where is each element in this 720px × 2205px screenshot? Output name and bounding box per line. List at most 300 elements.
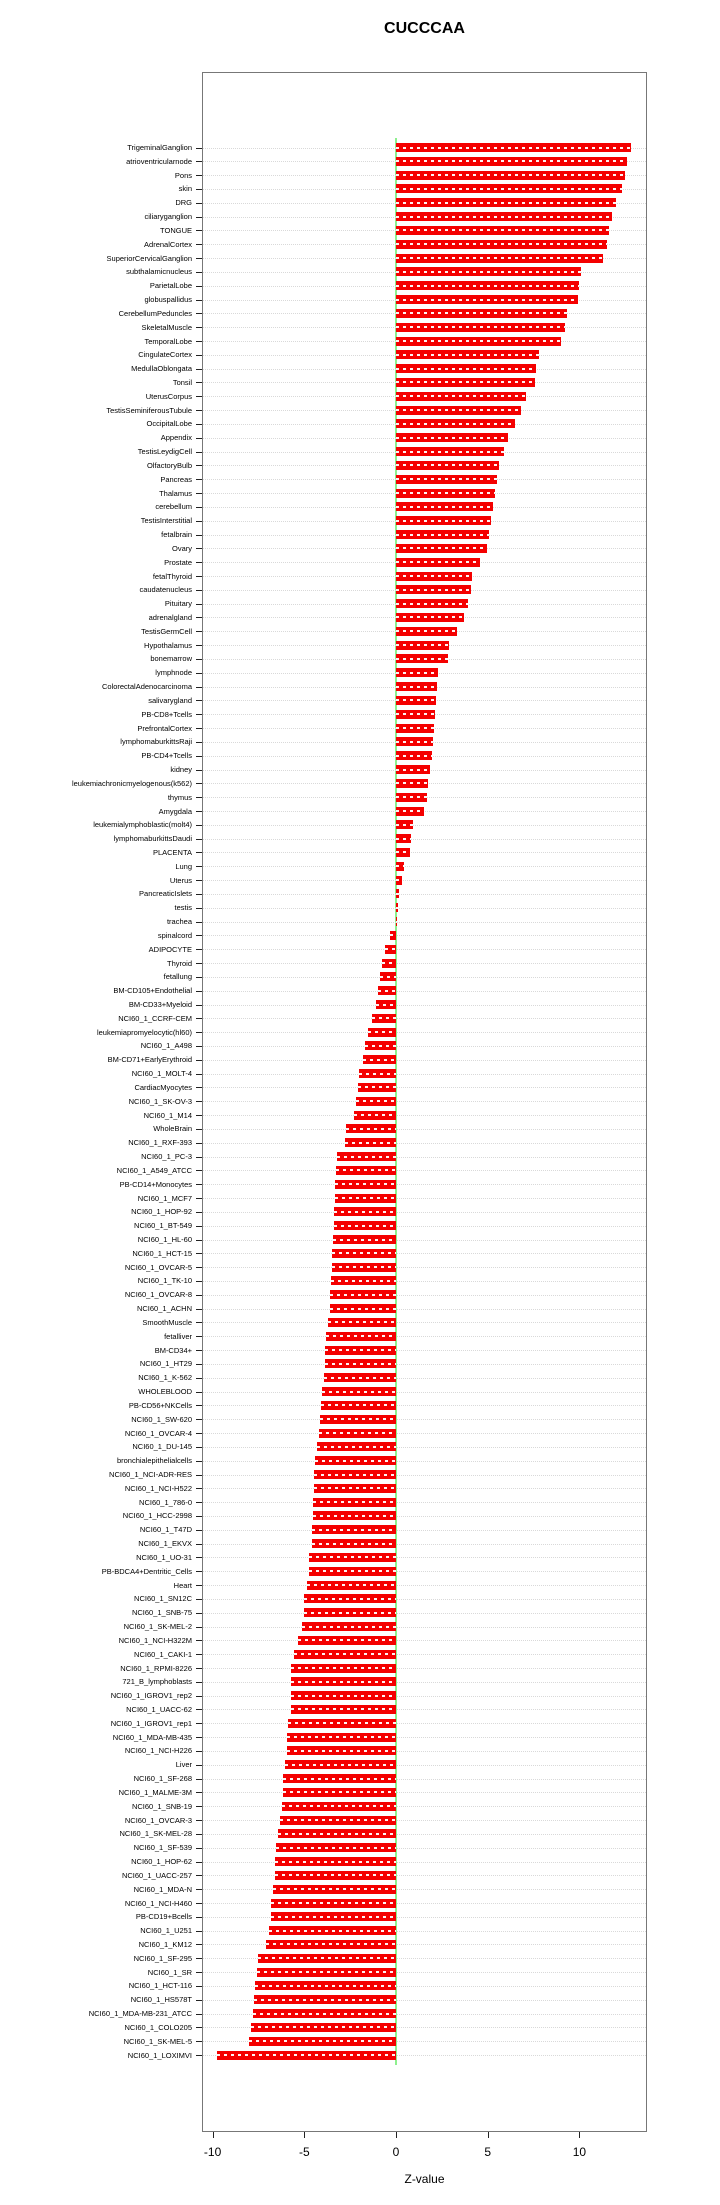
y-axis-tick	[196, 714, 202, 715]
category-label: NCI60_1_MDA-MB-231_ATCC	[88, 2009, 192, 2019]
bar	[275, 1871, 396, 1880]
gridline	[203, 977, 646, 978]
category-label: Prostate	[164, 557, 192, 567]
bar	[332, 1263, 396, 1272]
y-axis-tick	[196, 922, 202, 923]
bar	[294, 1650, 396, 1659]
bar	[396, 461, 499, 470]
gridline	[203, 1309, 646, 1310]
gridline	[203, 1654, 646, 1655]
category-label: NCI60_1_MOLT-4	[131, 1069, 192, 1079]
bar	[396, 184, 622, 193]
y-axis-tick	[196, 1627, 202, 1628]
category-label: testis	[174, 903, 192, 913]
category-label: TrigeminalGanglion	[127, 143, 192, 152]
gridline	[203, 1392, 646, 1393]
y-axis-tick	[196, 2014, 202, 2015]
y-axis-tick	[196, 1005, 202, 1006]
category-label: PB-CD56+NKCells	[128, 1400, 192, 1410]
y-axis-tick	[196, 1046, 202, 1047]
category-label: NCI60_1_SNB-19	[131, 1801, 192, 1811]
y-axis-tick	[196, 562, 202, 563]
y-axis-tick	[196, 1295, 202, 1296]
y-axis-tick	[196, 2055, 202, 2056]
category-label: BM-CD71+EarlyErythroid	[107, 1055, 192, 1065]
category-label: Tonsil	[172, 377, 192, 387]
y-axis-tick	[196, 1336, 202, 1337]
category-label: leukemiachronicmyelogenous(k562)	[71, 778, 192, 788]
bar	[396, 502, 493, 511]
gridline	[203, 1696, 646, 1697]
bar	[328, 1318, 396, 1327]
gridline	[203, 1087, 646, 1088]
bar	[396, 834, 411, 843]
bar	[275, 1857, 396, 1866]
bar	[396, 654, 448, 663]
x-axis-title: Z-value	[404, 2172, 445, 2186]
category-label: Pituitary	[164, 599, 192, 609]
bar	[396, 433, 508, 442]
category-label: NCI60_1_COLO205	[124, 2022, 192, 2032]
category-label: ParietalLobe	[149, 281, 192, 291]
category-label: TestisInterstitial	[140, 516, 192, 526]
category-label: NCI60_1_SF-539	[133, 1843, 192, 1853]
bar	[312, 1539, 396, 1548]
y-axis-tick	[196, 1405, 202, 1406]
category-label: Pons	[174, 170, 192, 180]
gridline	[203, 1502, 646, 1503]
category-label: lymphomaburkittsDaudi	[113, 834, 192, 844]
bar	[396, 267, 581, 276]
category-label: TONGUE	[160, 225, 192, 235]
y-axis-tick	[196, 991, 202, 992]
gridline	[203, 1751, 646, 1752]
gridline	[203, 839, 646, 840]
y-axis-tick	[196, 756, 202, 757]
category-label: NCI60_1_MCF7	[137, 1193, 192, 1203]
y-axis-tick	[196, 161, 202, 162]
y-axis-tick	[196, 189, 202, 190]
y-axis-tick	[196, 424, 202, 425]
y-axis-tick	[196, 1571, 202, 1572]
y-axis-tick	[196, 369, 202, 370]
category-label: NCI60_1_ACHN	[136, 1304, 192, 1314]
x-axis-tick	[304, 2132, 305, 2138]
bar	[313, 1498, 396, 1507]
bar	[309, 1567, 396, 1576]
bar	[331, 1276, 396, 1285]
category-label: ColorectalAdenocarcinoma	[101, 682, 192, 692]
gridline	[203, 1765, 646, 1766]
bar	[288, 1719, 396, 1728]
y-axis-tick	[196, 1848, 202, 1849]
category-label: NCI60_1_A549_ATCC	[116, 1165, 192, 1175]
y-axis-tick	[196, 313, 202, 314]
y-axis-tick	[196, 797, 202, 798]
category-label: WHOLEBLOOD	[138, 1387, 192, 1397]
bar	[335, 1180, 396, 1189]
y-axis-tick	[196, 1198, 202, 1199]
bar	[291, 1664, 396, 1673]
y-axis-tick	[196, 1309, 202, 1310]
bar	[396, 751, 432, 760]
category-label: skin	[178, 184, 192, 194]
gridline	[203, 1723, 646, 1724]
category-label: PB-BDCA4+Dentritic_Cells	[101, 1566, 192, 1576]
category-label: NCI60_1_BT-549	[134, 1221, 192, 1231]
bar	[396, 378, 535, 387]
y-axis-tick	[196, 1792, 202, 1793]
bar	[396, 793, 427, 802]
category-label: OccipitalLobe	[146, 419, 192, 429]
y-axis-tick	[196, 1931, 202, 1932]
category-label: Pancreas	[160, 474, 192, 484]
category-label: NCI60_1_HCT-116	[128, 1981, 192, 1991]
category-label: NCI60_1_HOP-62	[131, 1857, 192, 1867]
bar	[276, 1843, 396, 1852]
category-label: trachea	[166, 917, 192, 927]
category-label: subthalamicnucleus	[126, 267, 192, 277]
y-axis-tick	[196, 1544, 202, 1545]
category-label: OlfactoryBulb	[146, 460, 192, 470]
y-axis-tick	[196, 1765, 202, 1766]
bar	[285, 1760, 396, 1769]
bar	[278, 1829, 396, 1838]
category-label: bonemarrow	[150, 654, 192, 664]
y-axis-tick	[196, 659, 202, 660]
bar	[266, 1940, 396, 1949]
gridline	[203, 1212, 646, 1213]
category-label: NCI60_1_CAKI-1	[134, 1649, 192, 1659]
y-axis-tick	[196, 1751, 202, 1752]
bar	[396, 281, 579, 290]
y-axis-tick	[196, 1129, 202, 1130]
category-label: NCI60_1_IGROV1_rep1	[110, 1718, 192, 1728]
bar	[396, 406, 521, 415]
category-label: NCI60_1_LOXIMVI	[127, 2050, 192, 2060]
category-label: NCI60_1_OVCAR-5	[124, 1262, 192, 1272]
gridline	[203, 1447, 646, 1448]
bar	[335, 1194, 396, 1203]
category-label: CardiacMyocytes	[134, 1082, 192, 1092]
bar	[390, 931, 396, 940]
y-axis-tick	[196, 548, 202, 549]
gridline	[203, 1032, 646, 1033]
gridline	[203, 1889, 646, 1890]
bar	[396, 848, 410, 857]
category-label: BM-CD33+Myeloid	[128, 1000, 192, 1010]
y-axis-tick	[196, 217, 202, 218]
bar	[396, 419, 515, 428]
y-axis-tick	[196, 300, 202, 301]
y-axis-tick	[196, 935, 202, 936]
gridline	[203, 1157, 646, 1158]
y-axis-tick	[196, 396, 202, 397]
gridline	[203, 1903, 646, 1904]
category-label: PrefrontalCortex	[137, 723, 192, 733]
category-label: fetalliver	[164, 1331, 192, 1341]
bar	[396, 350, 539, 359]
category-label: NCI60_1_RPMI-8226	[120, 1663, 192, 1673]
gridline	[203, 1806, 646, 1807]
gridline	[203, 1461, 646, 1462]
y-axis-tick	[196, 880, 202, 881]
y-axis-tick	[196, 452, 202, 453]
category-label: Ovary	[171, 543, 192, 553]
category-label: Thalamus	[159, 488, 192, 498]
y-axis-tick	[196, 1475, 202, 1476]
bar	[334, 1221, 396, 1230]
gridline	[203, 1350, 646, 1351]
y-axis-tick	[196, 1834, 202, 1835]
y-axis-tick	[196, 286, 202, 287]
bar	[396, 862, 404, 871]
x-axis-tick	[213, 2132, 214, 2138]
bar	[336, 1166, 396, 1175]
category-label: TestisSeminiferousTubule	[106, 405, 192, 415]
bar	[385, 945, 396, 954]
gridline	[203, 991, 646, 992]
y-axis-tick	[196, 1281, 202, 1282]
gridline	[203, 1336, 646, 1337]
bar	[326, 1332, 396, 1341]
bar	[287, 1746, 396, 1755]
x-axis-tick-label: -10	[203, 2145, 222, 2159]
bar	[376, 1000, 396, 1009]
bar	[396, 475, 497, 484]
y-axis-tick	[196, 2000, 202, 2001]
gridline	[203, 1571, 646, 1572]
category-label: adrenalgland	[148, 612, 192, 622]
gridline	[203, 1820, 646, 1821]
y-axis-tick	[196, 1958, 202, 1959]
bar	[396, 903, 398, 912]
gridline	[203, 1170, 646, 1171]
y-axis-tick	[196, 770, 202, 771]
bar	[396, 807, 424, 816]
y-axis-tick	[196, 465, 202, 466]
bar	[396, 779, 428, 788]
bar	[253, 2009, 396, 2018]
bar	[396, 558, 480, 567]
y-axis-tick	[196, 1060, 202, 1061]
bar	[304, 1594, 396, 1603]
bar	[378, 986, 396, 995]
gridline	[203, 825, 646, 826]
category-label: NCI60_1_HCT-15	[132, 1248, 192, 1258]
bar	[396, 641, 449, 650]
y-axis-tick	[196, 1267, 202, 1268]
y-axis-tick	[196, 1392, 202, 1393]
bar	[320, 1415, 396, 1424]
y-axis-tick	[196, 438, 202, 439]
bar	[283, 1788, 396, 1797]
bar	[396, 198, 616, 207]
x-axis-tick-label: -5	[298, 2145, 310, 2159]
bar	[396, 240, 607, 249]
gridline	[203, 1627, 646, 1628]
y-axis-tick	[196, 839, 202, 840]
gridline	[203, 1129, 646, 1130]
gridline	[203, 811, 646, 812]
gridline	[203, 1599, 646, 1600]
category-label: NCI60_1_OVCAR-4	[124, 1428, 192, 1438]
y-axis-tick	[196, 1157, 202, 1158]
category-label: kidney	[170, 765, 192, 775]
gridline	[203, 1005, 646, 1006]
y-axis-tick	[196, 230, 202, 231]
category-label: spinalcord	[157, 930, 192, 940]
bar	[324, 1373, 396, 1382]
category-label: PB-CD19+Bcells	[135, 1912, 192, 1922]
bar	[396, 489, 495, 498]
gridline	[203, 1281, 646, 1282]
gridline	[203, 866, 646, 867]
gridline	[203, 1115, 646, 1116]
category-label: bronchialepithelialcells	[116, 1456, 192, 1466]
x-axis-tick-label: 0	[392, 2145, 400, 2159]
gridline	[203, 1792, 646, 1793]
bar	[345, 1138, 396, 1147]
x-axis-tick	[488, 2132, 489, 2138]
gridline	[203, 1613, 646, 1614]
y-axis-tick	[196, 1668, 202, 1669]
category-label: AdrenalCortex	[144, 239, 192, 249]
bar	[396, 627, 457, 636]
category-label: Uterus	[169, 875, 192, 885]
y-axis-tick	[196, 1419, 202, 1420]
category-label: globuspallidus	[144, 295, 192, 305]
category-label: PLACENTA	[152, 847, 192, 857]
y-axis-tick	[196, 894, 202, 895]
bar	[217, 2051, 396, 2060]
category-label: TestisGermCell	[141, 626, 192, 636]
category-label: NCI60_1_K-562	[138, 1373, 192, 1383]
category-label: NCI60_1_SNB-75	[131, 1608, 192, 1618]
category-label: SmoothMuscle	[142, 1317, 192, 1327]
bar	[396, 530, 489, 539]
category-label: cerebellum	[155, 502, 192, 512]
category-label: PB-CD8+Tcells	[141, 709, 192, 719]
y-axis-tick	[196, 700, 202, 701]
bar	[337, 1152, 396, 1161]
bar	[396, 696, 436, 705]
category-label: NCI60_1_SK-MEL-5	[123, 2036, 192, 2046]
category-label: 721_B_lymphoblasts	[122, 1677, 192, 1687]
category-label: salivarygland	[148, 695, 192, 705]
bar	[330, 1290, 396, 1299]
category-label: Lung	[175, 861, 192, 871]
category-label: TestisLeydigCell	[137, 447, 192, 457]
bar	[314, 1484, 396, 1493]
gridline	[203, 1046, 646, 1047]
category-label: NCI60_1_DU-145	[132, 1442, 192, 1452]
y-axis-tick	[196, 576, 202, 577]
category-label: DRG	[175, 198, 192, 208]
y-axis-tick	[196, 2041, 202, 2042]
y-axis-tick	[196, 493, 202, 494]
category-label: NCI60_1_MDA-MB-435	[112, 1732, 192, 1742]
gridline	[203, 908, 646, 909]
gridline	[203, 1779, 646, 1780]
gridline	[203, 1240, 646, 1241]
category-label: ADIPOCYTE	[148, 944, 192, 954]
y-axis-tick	[196, 645, 202, 646]
y-axis-tick	[196, 1074, 202, 1075]
y-axis-tick	[196, 1944, 202, 1945]
x-axis-tick-label: 10	[572, 2145, 587, 2159]
bar	[396, 710, 435, 719]
bar	[359, 1069, 396, 1078]
bar	[280, 1816, 396, 1825]
gridline	[203, 1198, 646, 1199]
bar	[346, 1124, 396, 1133]
bar	[249, 2037, 396, 2046]
category-label: fetalThyroid	[152, 571, 192, 581]
category-label: NCI60_1_UACC-257	[121, 1870, 192, 1880]
gridline	[203, 1018, 646, 1019]
gridline	[203, 1709, 646, 1710]
bar	[372, 1014, 396, 1023]
bar	[396, 171, 625, 180]
gridline	[203, 1834, 646, 1835]
y-axis-tick	[196, 1779, 202, 1780]
bar	[354, 1111, 396, 1120]
bar	[396, 737, 433, 746]
y-axis-tick	[196, 203, 202, 204]
gridline	[203, 1475, 646, 1476]
category-label: NCI60_1_MALME-3M	[118, 1787, 192, 1797]
bar	[368, 1028, 396, 1037]
gridline	[203, 1101, 646, 1102]
y-axis-tick	[196, 1364, 202, 1365]
y-axis-tick	[196, 1889, 202, 1890]
y-axis-tick	[196, 1447, 202, 1448]
category-label: MedullaOblongata	[131, 364, 192, 374]
y-axis-tick	[196, 175, 202, 176]
gridline	[203, 1226, 646, 1227]
y-axis-tick	[196, 1875, 202, 1876]
bar	[396, 309, 567, 318]
category-label: NCI60_1_TK-10	[137, 1276, 192, 1286]
y-axis-tick	[196, 590, 202, 591]
bar	[317, 1442, 396, 1451]
bar	[396, 820, 413, 829]
category-label: Hypothalamus	[144, 640, 192, 650]
y-axis-tick	[196, 1986, 202, 1987]
category-label: NCI60_1_MDA-N	[133, 1884, 192, 1894]
gridline	[203, 1143, 646, 1144]
category-label: NCI60_1_SK-OV-3	[128, 1096, 192, 1106]
category-label: NCI60_1_HL-60	[137, 1235, 192, 1245]
bar	[396, 682, 437, 691]
category-label: NCI60_1_786-0	[139, 1497, 192, 1507]
bar	[291, 1691, 396, 1700]
gridline	[203, 963, 646, 964]
y-axis-tick	[196, 617, 202, 618]
bar	[396, 889, 399, 898]
category-label: NCI60_1_HT29	[139, 1359, 192, 1369]
gridline	[203, 935, 646, 936]
bar	[396, 337, 561, 346]
bar	[332, 1249, 396, 1258]
category-label: NCI60_1_UACC-62	[126, 1704, 192, 1714]
gridline	[203, 922, 646, 923]
gridline	[203, 1364, 646, 1365]
category-label: NCI60_1_M14	[143, 1110, 192, 1120]
gridline	[203, 1253, 646, 1254]
bar	[315, 1456, 396, 1465]
